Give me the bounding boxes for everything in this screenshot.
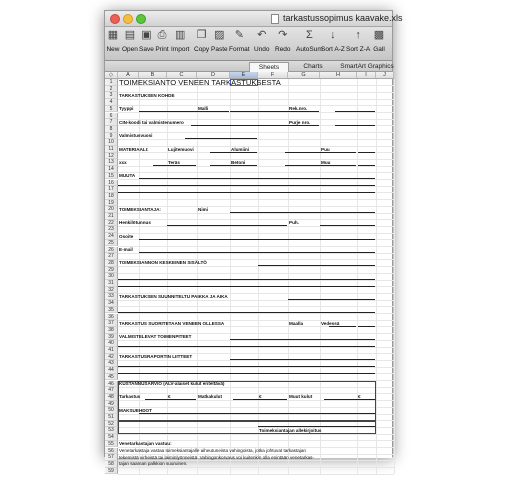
column-header-a[interactable]: A	[118, 72, 139, 79]
column-header-j[interactable]: J	[376, 72, 394, 79]
toolbar-button-label: New	[106, 46, 120, 53]
new-button[interactable]	[106, 29, 120, 59]
toolbar-button-label: Sort A-Z	[321, 46, 345, 53]
cell-label: Muu	[321, 159, 331, 165]
cell-label: Malli	[198, 106, 209, 112]
row-header[interactable]: 58	[105, 461, 118, 468]
form-field-underline	[139, 178, 375, 179]
cell-label: Rek.nro.	[289, 106, 308, 112]
cell-label: Purje nro.	[289, 119, 311, 125]
form-field-underline	[230, 359, 375, 360]
toolbar-button-label: AutoSum	[296, 46, 323, 53]
form-field-underline	[118, 279, 375, 280]
row-header[interactable]: 27	[105, 253, 118, 260]
form-field-underline	[139, 239, 375, 240]
toolbar-button-label: Gall	[373, 46, 385, 53]
paste-icon: ▨	[214, 29, 225, 41]
row-gridline	[118, 132, 394, 133]
row-header[interactable]: 7	[105, 119, 118, 126]
excel-window	[104, 10, 403, 474]
redo-icon: ↷	[278, 29, 288, 41]
new-icon: ▦	[107, 29, 119, 41]
form-field-underline	[139, 252, 375, 253]
row-gridline	[118, 219, 394, 220]
form-field-underline	[230, 339, 375, 340]
cell-label: €	[358, 394, 361, 400]
toolbar-button-label: Copy	[194, 46, 210, 53]
form-field-underline	[185, 138, 257, 139]
row-header[interactable]: 34	[105, 300, 118, 307]
minimize-window-button[interactable]	[123, 14, 133, 24]
row-header[interactable]: 30	[105, 273, 118, 280]
cell-label: Nimi	[198, 206, 208, 212]
title-bar	[105, 11, 403, 27]
form-field-underline	[118, 312, 375, 313]
row-header[interactable]: 24	[105, 233, 118, 240]
row-header[interactable]: 45	[105, 374, 118, 381]
form-field-underline	[210, 165, 257, 166]
toolbar-button-label: Format	[229, 46, 250, 53]
form-field-underline	[258, 265, 375, 266]
open-icon: ▤	[124, 29, 136, 41]
form-field-underline	[191, 125, 319, 126]
copy-icon: ❐	[196, 29, 207, 41]
form-field-underline	[210, 152, 257, 153]
cell-label: Puh.	[289, 220, 299, 226]
row-header[interactable]: 2	[105, 86, 118, 93]
form-field-underline	[230, 111, 319, 112]
row-header[interactable]: 47	[105, 387, 118, 394]
row-header[interactable]: 41	[105, 347, 118, 354]
row-header[interactable]: 21	[105, 213, 118, 220]
zoom-window-button[interactable]	[136, 14, 146, 24]
form-field-underline	[358, 152, 375, 153]
toolbar-button-label: Save	[139, 46, 154, 53]
form-field-underline	[285, 152, 356, 153]
row-header[interactable]: 38	[105, 327, 118, 334]
spreadsheet-grid[interactable]	[105, 72, 392, 474]
column-header-b[interactable]: B	[139, 72, 167, 79]
form-field-underline	[118, 192, 375, 193]
form-field-underline	[153, 165, 196, 166]
format-button[interactable]	[229, 29, 250, 59]
print-button[interactable]	[155, 29, 169, 59]
row-header[interactable]: 20	[105, 206, 118, 213]
row-header[interactable]: 6	[105, 113, 118, 120]
window-title: tarkastussopimus kaavake.xls	[283, 13, 403, 23]
cell-label: MUUTA	[119, 173, 136, 179]
row-header[interactable]: 15	[105, 173, 118, 180]
row-gridline	[118, 172, 394, 173]
row-header[interactable]: 11	[105, 146, 118, 153]
cell-label: Henkilötunnus	[119, 220, 151, 226]
cell-label: TARKASTUKSEN SUUNNITELTU PAIKKA JA AIKA	[119, 293, 228, 299]
import-icon: ▥	[175, 29, 186, 41]
cell-label: TARKASTUKSEN KOHDE	[119, 92, 175, 98]
row-header[interactable]: 33	[105, 293, 118, 300]
row-header[interactable]: 17	[105, 186, 118, 193]
row-header[interactable]: 55	[105, 441, 118, 448]
standard-toolbar	[105, 27, 392, 61]
autosum-button[interactable]	[296, 29, 323, 59]
copy-button[interactable]	[194, 29, 209, 59]
row-header[interactable]: 37	[105, 320, 118, 327]
row-header[interactable]: 36	[105, 314, 118, 321]
cell-label: Matkakulut	[198, 394, 222, 400]
row-gridline	[118, 246, 394, 247]
cell-label: tajan saaman palkkion suuruinen.	[119, 461, 188, 467]
form-field-underline	[358, 326, 375, 327]
import-button[interactable]	[171, 29, 189, 59]
tab-smartart-graphics[interactable]: SmartArt Graphics	[340, 63, 394, 70]
cell-label: MATERIAALI:	[119, 146, 149, 152]
cell-label: Betoni	[231, 159, 246, 165]
row-header[interactable]: 54	[105, 434, 118, 441]
row-gridline	[118, 146, 394, 147]
paste-button[interactable]	[211, 29, 228, 59]
ribbon-tab-bar	[105, 61, 392, 72]
row-header[interactable]: 9	[105, 133, 118, 140]
cell-label: KUSTANNUSARVIO (ALV-alaiset kulut eriteltävä)	[119, 381, 225, 386]
select-all-corner[interactable]: ◇	[105, 72, 118, 79]
column-header-h[interactable]: H	[320, 72, 357, 79]
row-header[interactable]: 48	[105, 394, 118, 401]
form-field-underline	[118, 373, 375, 374]
row-header[interactable]: 18	[105, 193, 118, 200]
toolbar-button-label: Open	[122, 46, 138, 53]
format-icon: ✎	[234, 29, 244, 41]
column-gridline	[394, 79, 395, 474]
cell-label: TARKASTUSRAPORTIN LIITTEET	[119, 354, 193, 360]
row-header[interactable]: 12	[105, 153, 118, 160]
cell-label: €	[259, 394, 262, 400]
form-field-underline	[329, 326, 356, 327]
form-field-underline	[335, 125, 375, 126]
open-button[interactable]	[122, 29, 138, 59]
row-header[interactable]: 42	[105, 354, 118, 361]
cell-label: Maalla	[289, 320, 304, 326]
cell-label: Osoite	[119, 233, 134, 239]
column-header-e[interactable]: E	[230, 72, 258, 79]
row-gridline	[118, 474, 394, 475]
row-header[interactable]: 10	[105, 139, 118, 146]
form-field-underline	[320, 225, 375, 226]
undo-icon: ↶	[257, 29, 267, 41]
form-field-underline	[230, 212, 375, 213]
sort-za-icon: ↑	[355, 29, 361, 41]
row-header[interactable]: 23	[105, 226, 118, 233]
form-field-underline	[139, 111, 229, 112]
column-header-c[interactable]: C	[167, 72, 197, 79]
toolbar-button-label: Print	[155, 46, 169, 53]
row-header[interactable]: 1	[105, 79, 118, 86]
column-header-i[interactable]: I	[357, 72, 376, 79]
form-field-underline	[288, 299, 375, 300]
toolbar-button-label: Paste	[211, 46, 228, 53]
row-header[interactable]: 49	[105, 401, 118, 408]
form-field-underline	[335, 111, 375, 112]
row-header[interactable]: 13	[105, 159, 118, 166]
gallery-icon: ▩	[373, 29, 385, 41]
row-gridline	[118, 273, 394, 274]
form-field-underline	[118, 185, 375, 186]
row-header[interactable]: 57	[105, 454, 118, 461]
row-header[interactable]: 29	[105, 267, 118, 274]
row-header[interactable]: 46	[105, 381, 118, 388]
row-header[interactable]: 35	[105, 307, 118, 314]
row-header[interactable]: 22	[105, 220, 118, 227]
cell-label: MAKSUEHDOT	[119, 407, 152, 413]
row-header[interactable]: 53	[105, 427, 118, 434]
row-header[interactable]: 5	[105, 106, 118, 113]
row-header[interactable]: 25	[105, 240, 118, 247]
row-gridline	[118, 199, 394, 200]
row-header[interactable]: 4	[105, 99, 118, 106]
row-header[interactable]: 40	[105, 340, 118, 347]
form-field-underline	[118, 286, 375, 287]
sort-a-z-button[interactable]	[321, 29, 345, 59]
cell-label: Muut kulut	[289, 394, 313, 400]
column-header-d[interactable]: D	[197, 72, 230, 79]
row-gridline	[118, 306, 394, 307]
row-header[interactable]: 56	[105, 448, 118, 455]
cell-label: Puu	[321, 146, 330, 152]
redo-button[interactable]	[275, 29, 291, 59]
row-header[interactable]: 44	[105, 367, 118, 374]
close-window-button[interactable]	[110, 14, 120, 24]
row-header[interactable]: 19	[105, 200, 118, 207]
column-header-f[interactable]: F	[258, 72, 288, 79]
cell-label: Tyyppi	[119, 106, 134, 112]
cell-label: TARKASTUS SUORITETAAN VENEEN OLLESSA	[119, 320, 225, 326]
row-header[interactable]: 3	[105, 92, 118, 99]
form-field-underline	[167, 225, 287, 226]
print-icon: ⎙	[157, 29, 167, 41]
section-border	[118, 381, 376, 421]
row-header[interactable]: 39	[105, 334, 118, 341]
row-header[interactable]: 52	[105, 421, 118, 428]
cell-label: Alumiini	[231, 146, 250, 152]
row-header[interactable]: 26	[105, 247, 118, 254]
form-field-underline	[285, 165, 356, 166]
signature-box	[118, 421, 376, 434]
cell-label: CIN-koodi tai valmistenumero	[119, 119, 184, 125]
cell-label: Vedessä	[321, 320, 340, 326]
row-header[interactable]: 32	[105, 287, 118, 294]
toolbar-button-label: Sort Z-A	[346, 46, 371, 53]
document-icon	[271, 14, 279, 24]
cell-label: Teräs	[168, 159, 180, 165]
form-field-underline	[118, 366, 375, 367]
toolbar-button-label: Import	[171, 46, 190, 53]
cell-label: Lujitemuovi	[168, 146, 194, 152]
cell-label: Venetarkastajan vastuu:	[119, 441, 172, 447]
save-icon: ▣	[141, 29, 152, 41]
cell-label: VALMISTELEVAT TOIMENPITEET	[119, 334, 192, 340]
row-header[interactable]: 50	[105, 407, 118, 414]
row-header[interactable]: 59	[105, 468, 118, 475]
cell-label: Toimeksiantajan allekirjoitus	[259, 427, 322, 433]
toolbar-button-label: Undo	[254, 46, 270, 53]
column-header-g[interactable]: G	[288, 72, 320, 79]
row-header[interactable]: 14	[105, 166, 118, 173]
row-header[interactable]: 51	[105, 414, 118, 421]
toolbar-button-label: Redo	[275, 46, 291, 53]
row-header[interactable]: 8	[105, 126, 118, 133]
row-gridline	[118, 105, 394, 106]
tab-charts[interactable]: Charts	[303, 63, 323, 70]
cell-label: E-mail	[119, 247, 133, 252]
sort-az-icon: ↓	[330, 29, 336, 41]
row-header[interactable]: 16	[105, 180, 118, 187]
cell-label: Valmistusvuosi	[119, 133, 153, 139]
cell-label: xxx	[119, 159, 127, 165]
cell-label: TOIMEKSIANTO VENEEN TARKASTUKSESTA	[119, 77, 281, 87]
form-field-underline	[358, 165, 375, 166]
cell-label: €	[168, 394, 171, 400]
form-field-underline	[118, 346, 375, 347]
row-header[interactable]: 31	[105, 280, 118, 287]
save-button[interactable]	[139, 29, 154, 59]
gall-button[interactable]	[372, 29, 386, 59]
autosum-icon: Σ	[305, 29, 313, 41]
undo-button[interactable]	[254, 29, 270, 59]
tab-sheets[interactable]: Sheets	[249, 62, 289, 72]
cell-label: tekemistä virheistä tai laiminlyönneistä. Vahingonkorvaus voi kuitenkin olla enintään venetarkas-	[119, 454, 314, 460]
cell-label: Venetarkastaja vastaa toimeksiantajalle aiheutuneista vahingoista, jotka johtuvat tarkastajan	[119, 448, 306, 453]
cell-label: Tarkastus	[119, 394, 141, 400]
row-gridline	[118, 159, 394, 160]
sort-z-a-button[interactable]	[346, 29, 370, 59]
row-header[interactable]: 28	[105, 260, 118, 267]
row-gridline	[118, 233, 394, 234]
cell-label: TOIMEKSIANTAJA:	[119, 206, 161, 212]
cell-label: TOIMEKSIANNON KESKEINEN SISÄLTÖ	[119, 260, 207, 266]
row-header[interactable]: 43	[105, 360, 118, 367]
